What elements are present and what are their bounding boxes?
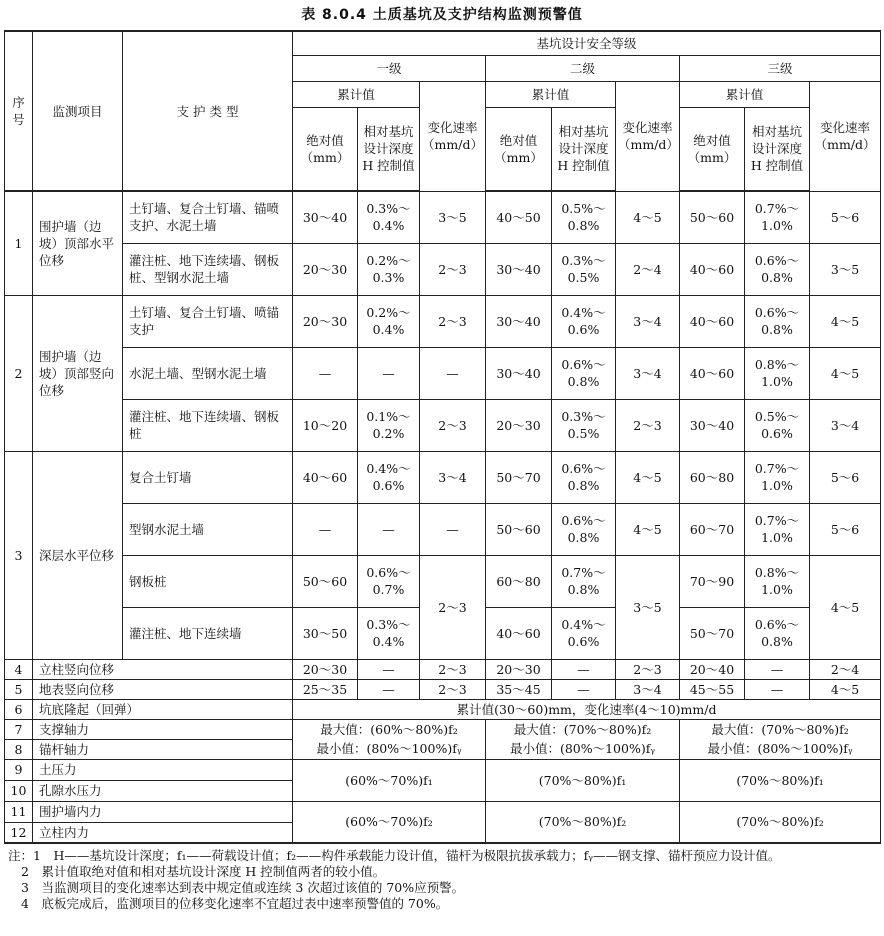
row-seq: 8 (5, 739, 33, 759)
table-row (5, 679, 881, 699)
cell: 2～3 (420, 659, 486, 679)
cell: 3～4 (616, 295, 680, 347)
cell: 4～5 (810, 679, 881, 699)
cell: — (552, 659, 616, 679)
cell: — (745, 679, 810, 699)
cell: 35～45 (486, 679, 552, 699)
cell: 3～5 (810, 243, 881, 295)
cell: 2～3 (420, 295, 486, 347)
monitoring-table (4, 30, 881, 844)
support-type: 型钢水泥土墙 (123, 503, 293, 555)
header-item: 监测项目 (33, 31, 123, 191)
cell: — (745, 659, 810, 679)
cell: 4～5 (616, 451, 680, 503)
cell: 0.3%～0.5% (552, 243, 616, 295)
row-seq: 7 (5, 719, 33, 739)
cell: 最小值：(80%～100%)fᵧ (680, 739, 881, 759)
cell: — (358, 679, 420, 699)
cell: 4～5 (616, 503, 680, 555)
row-item: 支撑轴力 (33, 719, 293, 739)
table-row (5, 699, 881, 719)
row-item: 立柱竖向位移 (33, 659, 293, 679)
cell: 最小值：(80%～100%)fᵧ (293, 739, 486, 759)
row-item: 围护墙内力 (33, 801, 293, 822)
cell: — (358, 659, 420, 679)
cell: 0.8%～1.0% (745, 347, 810, 399)
row-seq: 1 (5, 191, 33, 295)
cell: 30～40 (486, 295, 552, 347)
cell: 70～90 (680, 555, 745, 607)
cell: 2～3 (420, 555, 486, 659)
note-2: 2 累计值取绝对值和相对基坑设计深度 H 控制值两者的较小值。 (21, 864, 386, 879)
cell: — (552, 679, 616, 699)
cell: — (293, 503, 358, 555)
cell: 0.3%～0.5% (552, 399, 616, 451)
cell: 25～35 (293, 679, 358, 699)
cell: (60%～70%)f₁ (293, 759, 486, 801)
row-item: 孔隙水压力 (33, 780, 293, 801)
row-seq: 2 (5, 295, 33, 451)
cell: 3～4 (810, 399, 881, 451)
table-row (5, 503, 881, 555)
table-row (5, 659, 881, 679)
row-seq: 5 (5, 679, 33, 699)
header-safety: 基坑设计安全等级 (293, 31, 881, 55)
cell: 0.3%～0.4% (358, 191, 420, 243)
cell: 3～5 (616, 555, 680, 659)
support-type: 钢板桩 (123, 555, 293, 607)
cell: 5～6 (810, 191, 881, 243)
row-seq: 3 (5, 451, 33, 659)
header-cum-1: 累计值 (293, 81, 420, 107)
header-abs-3: 绝对值（mm） (680, 107, 745, 191)
cell: 40～50 (486, 191, 552, 243)
cell: 0.6%～0.8% (552, 503, 616, 555)
cell: 0.1%～0.2% (358, 399, 420, 451)
cell: 20～30 (293, 243, 358, 295)
cell: 45～55 (680, 679, 745, 699)
cell: 40～60 (680, 295, 745, 347)
cell: 40～60 (293, 451, 358, 503)
row-seq: 9 (5, 759, 33, 780)
cell: 60～70 (680, 503, 745, 555)
cell: 5～6 (810, 503, 881, 555)
header-seq: 序号 (5, 31, 33, 191)
header-abs-1: 绝对值（mm） (293, 107, 358, 191)
cell: — (293, 347, 358, 399)
cell: 20～40 (680, 659, 745, 679)
cell: 2～3 (420, 679, 486, 699)
row-seq: 10 (5, 780, 33, 801)
cell: 最大值：(70%～80%)f₂ (680, 719, 881, 739)
support-type: 水泥土墙、型钢水泥土墙 (123, 347, 293, 399)
cell: (70%～80%)f₁ (680, 759, 881, 801)
note-1: 注：1 H——基坑设计深度；f₁——荷载设计值；f₂——构件承载能力设计值，锚杆为极限抗拔承载力；fᵧ——钢支撑、锚杆预应力设计值。 (8, 848, 781, 863)
cell: 0.7%～1.0% (745, 451, 810, 503)
cell: 20～30 (293, 659, 358, 679)
cell: 最大值：(60%～80%)f₂ (293, 719, 486, 739)
cell: 10～20 (293, 399, 358, 451)
header-rate-1: 变化速率（mm/d） (420, 81, 486, 191)
support-type: 灌注桩、地下连续墙 (123, 607, 293, 659)
cell: 4～5 (616, 191, 680, 243)
table-row (5, 719, 881, 739)
header-cum-2: 累计值 (486, 81, 616, 107)
cell: 30～40 (486, 243, 552, 295)
row-seq: 6 (5, 699, 33, 719)
cell: (70%～80%)f₂ (486, 801, 680, 843)
cell: 0.6%～0.8% (745, 243, 810, 295)
header-rate-3: 变化速率（mm/d） (810, 81, 881, 191)
table-title: 表 8.0.4 土质基坑及支护结构监测预警值 (301, 7, 583, 23)
table-row (5, 347, 881, 399)
cell: — (358, 347, 420, 399)
table-notes (8, 848, 880, 912)
cell: 0.6%～0.8% (552, 347, 616, 399)
row-seq: 12 (5, 822, 33, 843)
header-rel-1: 相对基坑设计深度 H 控制值 (358, 107, 420, 191)
cell: 2～3 (420, 399, 486, 451)
row-item: 围护墙（边坡）顶部竖向位移 (33, 295, 123, 451)
cell: 50～70 (680, 607, 745, 659)
cell: 20～30 (486, 399, 552, 451)
header-level-2: 二级 (486, 55, 680, 81)
cell: 50～70 (486, 451, 552, 503)
cell: 2～3 (616, 399, 680, 451)
cell: 4～5 (810, 347, 881, 399)
table-row (5, 451, 881, 503)
header-abs-2: 绝对值（mm） (486, 107, 552, 191)
support-type: 复合土钉墙 (123, 451, 293, 503)
table-row (5, 399, 881, 451)
header-support: 支 护 类 型 (123, 31, 293, 191)
support-type: 土钉墙、复合土钉墙、锚喷支护、水泥土墙 (123, 191, 293, 243)
cell: 50～60 (680, 191, 745, 243)
table-row (5, 243, 881, 295)
table-row (5, 739, 881, 759)
cell: 4～5 (810, 295, 881, 347)
cell: 0.5%～0.8% (552, 191, 616, 243)
cell: 30～40 (293, 191, 358, 243)
cell: 0.6%～0.8% (745, 607, 810, 659)
cell: 20～30 (486, 659, 552, 679)
cell: — (420, 347, 486, 399)
cell: 60～80 (680, 451, 745, 503)
cell: (70%～80%)f₁ (486, 759, 680, 801)
cell: 2～3 (616, 659, 680, 679)
cell: 0.4%～0.6% (358, 451, 420, 503)
cell: 0.6%～0.8% (552, 451, 616, 503)
cell: 0.3%～0.4% (358, 607, 420, 659)
note-3: 3 当监测项目的变化速率达到表中规定值或连续 3 次超过该值的 70%应预警。 (21, 880, 465, 895)
row-item: 围护墙（边坡）顶部水平位移 (33, 191, 123, 295)
row-item: 深层水平位移 (33, 451, 123, 659)
cell: 20～30 (293, 295, 358, 347)
cell: 3～4 (616, 679, 680, 699)
row-item: 立柱内力 (33, 822, 293, 843)
cell: 2～4 (810, 659, 881, 679)
note-4: 4 底板完成后，监测项目的位移变化速率不宜超过表中速率预警值的 70%。 (21, 896, 449, 911)
cell: 40～60 (680, 347, 745, 399)
table-row (5, 191, 881, 243)
cell: 0.5%～0.6% (745, 399, 810, 451)
cell: 5～6 (810, 451, 881, 503)
header-level-3: 三级 (680, 55, 881, 81)
cell: 2～4 (616, 243, 680, 295)
cell: 0.6%～0.8% (745, 295, 810, 347)
table-row (5, 759, 881, 780)
cell: 累计值(30～60)mm，变化速率(4～10)mm/d (293, 699, 881, 719)
cell: 0.4%～0.6% (552, 607, 616, 659)
cell: 0.7%～0.8% (552, 555, 616, 607)
header-level-1: 一级 (293, 55, 486, 81)
cell: 最小值：(80%～100%)fᵧ (486, 739, 680, 759)
row-item: 土压力 (33, 759, 293, 780)
cell: 3～5 (420, 191, 486, 243)
cell: 50～60 (486, 503, 552, 555)
support-type: 灌注桩、地下连续墙、钢板桩、型钢水泥土墙 (123, 243, 293, 295)
cell: — (358, 503, 420, 555)
row-seq: 4 (5, 659, 33, 679)
cell: 40～60 (680, 243, 745, 295)
support-type: 土钉墙、复合土钉墙、喷锚支护 (123, 295, 293, 347)
cell: 30～50 (293, 607, 358, 659)
cell: — (420, 503, 486, 555)
header-rate-2: 变化速率（mm/d） (616, 81, 680, 191)
cell: 0.7%～1.0% (745, 503, 810, 555)
cell: 40～60 (486, 607, 552, 659)
cell: 30～40 (486, 347, 552, 399)
cell: 3～4 (616, 347, 680, 399)
cell: (70%～80%)f₂ (680, 801, 881, 843)
cell: 50～60 (293, 555, 358, 607)
cell: 0.6%～0.7% (358, 555, 420, 607)
row-item: 地表竖向位移 (33, 679, 293, 699)
cell: (60%～70%)f₂ (293, 801, 486, 843)
row-item: 锚杆轴力 (33, 739, 293, 759)
cell: 0.8%～1.0% (745, 555, 810, 607)
row-item: 坑底隆起（回弹） (33, 699, 293, 719)
row-seq: 11 (5, 801, 33, 822)
table-row (5, 555, 881, 607)
cell: 60～80 (486, 555, 552, 607)
cell: 2～3 (420, 243, 486, 295)
cell: 最大值：(70%～80%)f₂ (486, 719, 680, 739)
cell: 30～40 (680, 399, 745, 451)
header-rel-2: 相对基坑设计深度 H 控制值 (552, 107, 616, 191)
header-cum-3: 累计值 (680, 81, 810, 107)
table-row (5, 801, 881, 822)
cell: 3～4 (420, 451, 486, 503)
cell: 0.7%～1.0% (745, 191, 810, 243)
cell: 0.4%～0.6% (552, 295, 616, 347)
cell: 0.2%～0.4% (358, 295, 420, 347)
support-type: 灌注桩、地下连续墙、钢板桩 (123, 399, 293, 451)
cell: 0.2%～0.3% (358, 243, 420, 295)
header-rel-3: 相对基坑设计深度 H 控制值 (745, 107, 810, 191)
cell: 4～5 (810, 555, 881, 659)
table-row (5, 295, 881, 347)
